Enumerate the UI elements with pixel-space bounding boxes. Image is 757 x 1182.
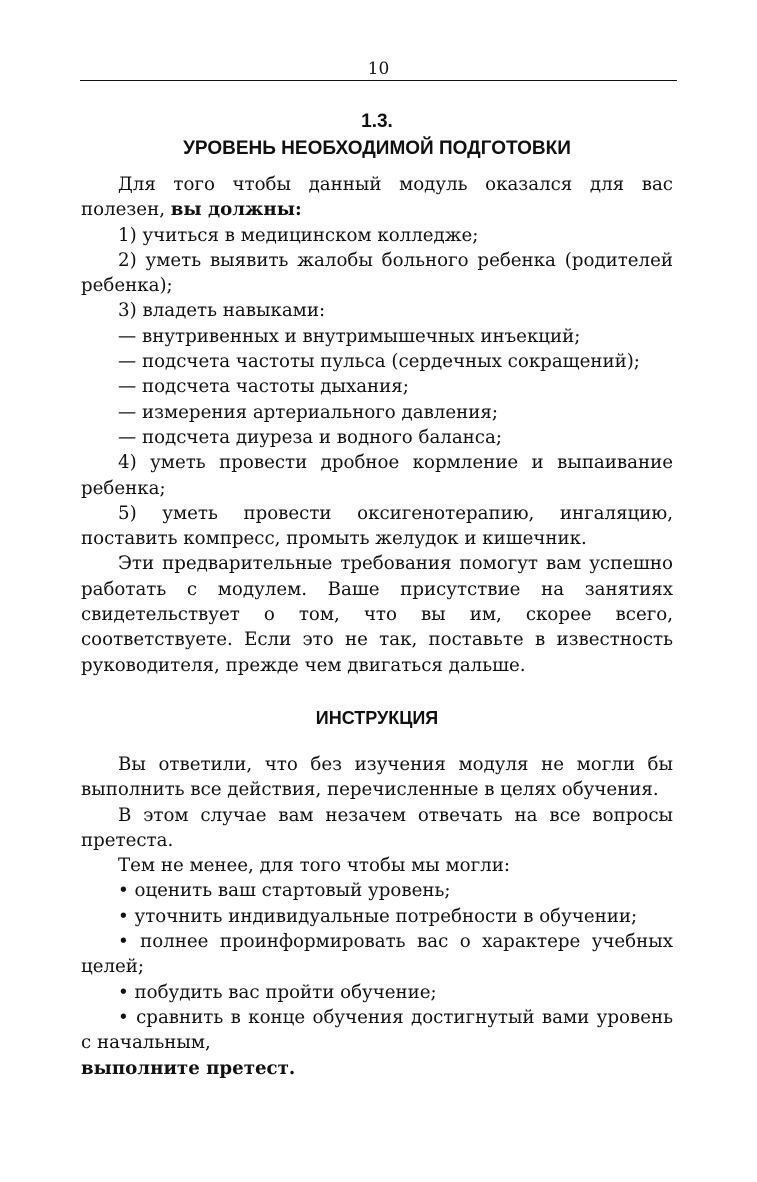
list-item: — подсчета частоты пульса (сердечных сокращений); <box>118 351 640 373</box>
list-item: — подсчета частоты дыхания; <box>118 376 409 398</box>
bullet-item: • уточнить индивидуальные потребности в обучении; <box>118 905 638 927</box>
instruction-paragraph: В этом случае вам незачем отвечать на все вопросы претеста. <box>81 804 673 851</box>
final-instruction <box>81 1056 673 1081</box>
intro-bold: вы должны: <box>170 199 302 221</box>
page-number: 10 <box>367 59 390 79</box>
final-instruction-bold: выполните претест. <box>81 1057 296 1079</box>
bullet-item: • побудить вас пройти обучение; <box>118 981 437 1003</box>
list-item: — измерения артериального давления; <box>118 401 498 423</box>
section-title: УРОВЕНЬ НЕОБХОДИМОЙ ПОДГОТОВКИ <box>183 138 571 159</box>
instruction-paragraph: Вы ответили, что без изучения модуля не могли бы выполнить все действия, перечисленные в целях обучения. <box>81 753 673 801</box>
instruction-paragraph: Тем не менее, для того чтобы мы могли: <box>118 855 510 877</box>
bullet-item: • оценить ваш стартовый уровень; <box>118 880 451 902</box>
instruction-title: ИНСТРУКЦИЯ <box>315 707 439 728</box>
closing-paragraph: Эти предварительные требования помогут вам успешно работать с модулем. Ваше присутствие на занятиях свидетельствует о том, что вы им, скорее всего, соответствуете. Если это не так, поставьте в известность руководителя, прежде чем двигаться дальше. <box>81 553 673 676</box>
list-item: 1) учиться в медицинском колледже; <box>118 224 479 246</box>
section-number: 1.3. <box>361 111 393 132</box>
list-item: 4) уметь провести дробное кормление и выпаивание ребенка; <box>81 452 673 499</box>
list-item: 3) владеть навыками: <box>118 300 326 322</box>
intro-paragraph <box>81 172 673 223</box>
intro-text: Для того чтобы данный модуль оказался для вас полезен, <box>81 174 673 221</box>
list-item: 2) уметь выявить жалобы больного ребенка (родителей ребенка); <box>81 249 673 297</box>
bullet-item: • полнее проинформировать вас о характере учебных целей; <box>81 931 673 978</box>
list-item: — внутривенных и внутримышечных инъекций; <box>118 325 581 347</box>
bullet-item: • сравнить в конце обучения достигнутый вами уровень с начальным, <box>81 1006 673 1054</box>
header-rule <box>80 80 677 81</box>
page-content <box>81 110 673 1081</box>
list-item: — подсчета диуреза и водного баланса; <box>118 426 502 448</box>
list-item: 5) уметь провести оксигенотерапию, ингаляцию, поставить компресс, промыть желудок и кишечник. <box>81 502 673 550</box>
